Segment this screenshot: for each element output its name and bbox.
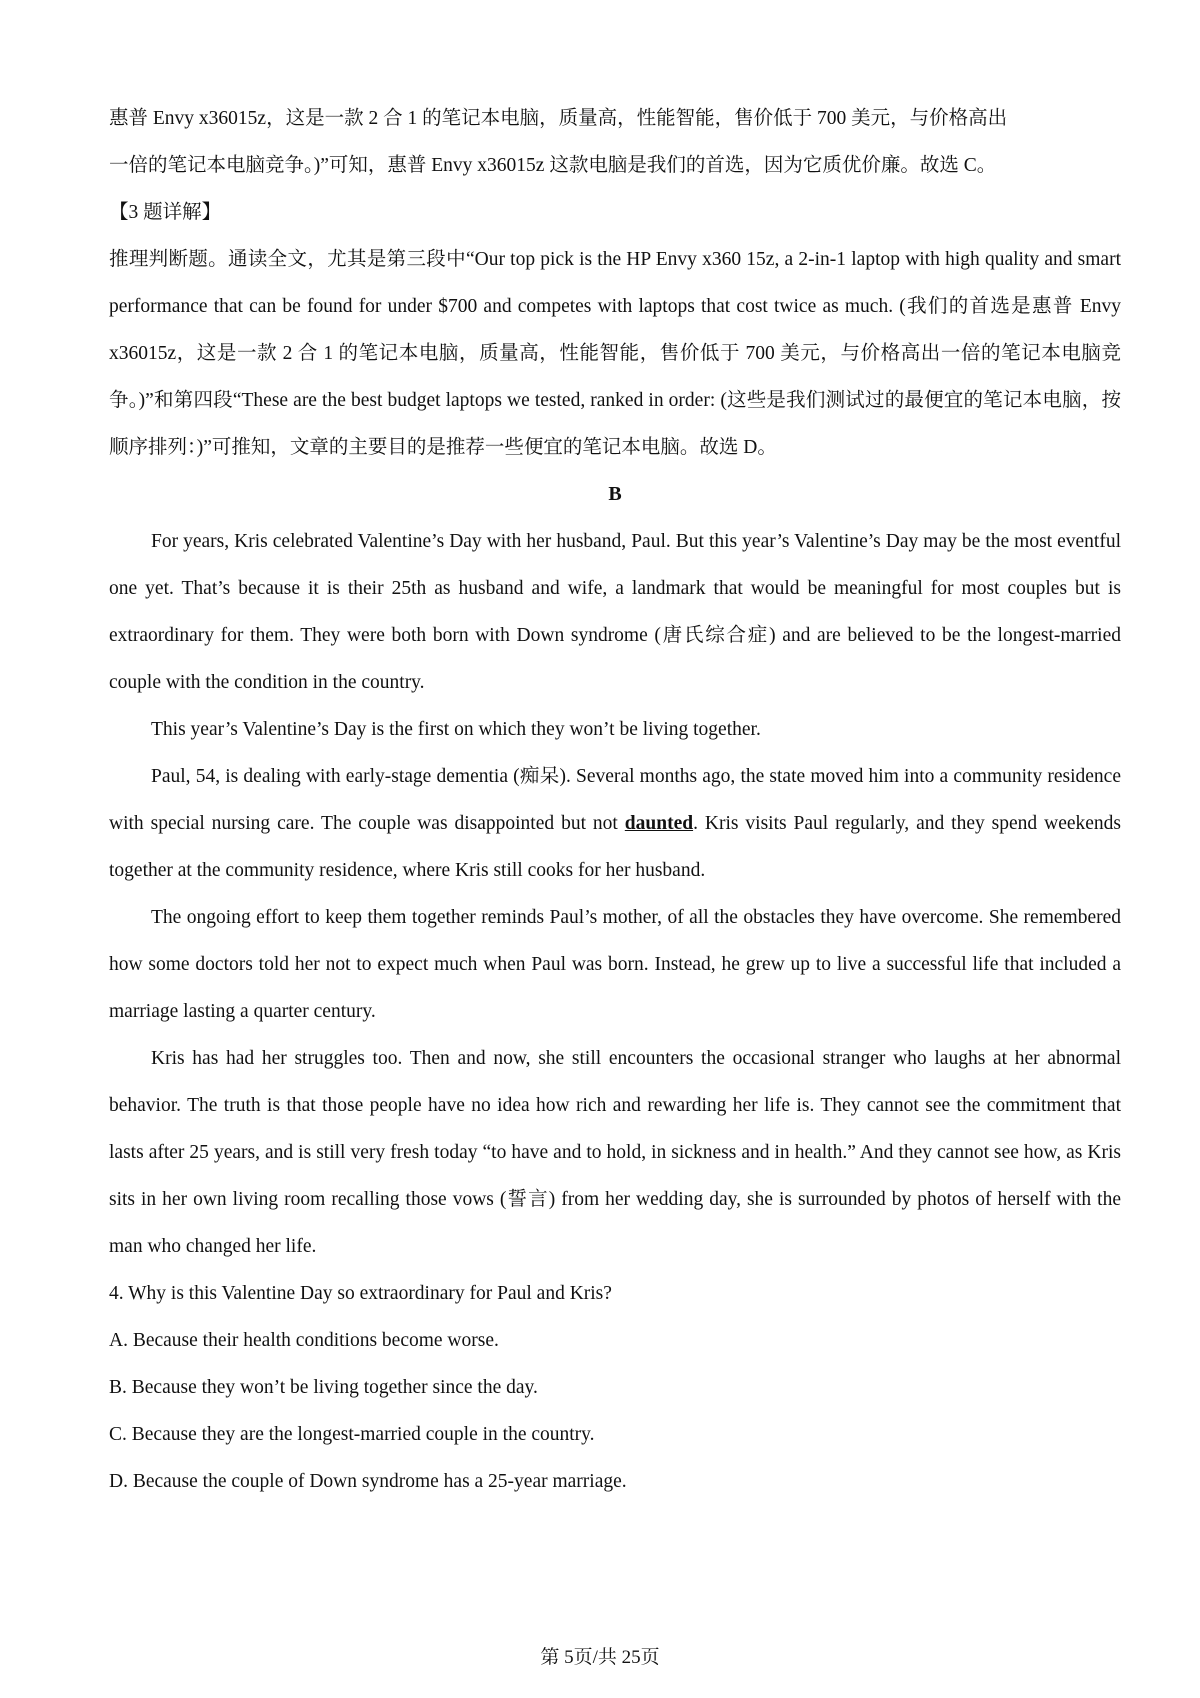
passage-paragraph-3 [109,753,1121,894]
option-a: A. Because their health conditions become worse. [109,1330,499,1351]
option-b: B. Because they won’t be living together since the day. [109,1377,538,1398]
keyword-daunted: daunted [624,813,694,834]
paragraph-text: . Kris visits Paul regularly, and they spend weekends together at the community residence, where Kris still cooks for her husband. [109,813,1121,881]
option-d: D. Because the couple of Down syndrome has a 25-year marriage. [109,1471,627,1492]
section-title: B [608,483,622,505]
q3-header: 【3 题详解】 [109,202,222,223]
passage-paragraph-5: Kris has had her struggles too. Then and now, she still encounters the occasional stranger who laughs at her abnormal behavior. The truth is that those people have no idea how rich and rewarding her life is. They cannot see the commitment that lasts after 25 years, and is still very fresh today “to have and to hold, in sickness and in health.” And they cannot see how, as Kris sits in her own living room recalling those vows (誓言) from her wedding day, she is surrounded by photos of herself with the man who changed her life. [109,1048,1121,1257]
option-c: C. Because they are the longest-married couple in the country. [109,1424,595,1445]
question-stem: 4. Why is this Valentine Day so extraordinary for Paul and Kris? [109,1283,612,1304]
question-4 [109,1270,1121,1505]
paragraph-text: Paul, 54, is dealing with early-stage dementia (痴呆). Several months ago, the state moved him into a community residence with special nursing care. The couple was disappointed but not [109,766,1121,834]
passage-paragraph-2: This year’s Valentine’s Day is the first on which they won’t be living together. [151,719,761,740]
document-page [109,95,1121,1505]
passage-paragraph-1: For years, Kris celebrated Valentine’s Day with her husband, Paul. But this year’s Valentine’s Day may be the most eventful one yet. That’s because it is their 25th as husband and wife, a landmark that would be meaningful for most couples but is extraordinary for them. They were both born with Down syndrome (唐氏综合症) and are believed to be the longest-married couple with the condition in the country. [109,531,1121,693]
explanation-line: 惠普 Envy x36015z，这是一款 2 合 1 的笔记本电脑，质量高，性能智能，售价低于 700 美元，与价格高出 [109,108,1008,129]
q3-explanation: 推理判断题。通读全文，尤其是第三段中“Our top pick is the HP Envy x360 15z, a 2-in-1 laptop with high quality and smart performance that can be found for under $700 and competes with laptops that cost twice as much. (我们的首选是惠普 Envy x36015z，这是一款 2 合 1 的笔记本电脑，质量高，性能智能，售价低于 700 美元，与价格高出一倍的笔记本电脑竞争。)”和第四段“These are the best budget laptops we tested, ranked in order: (这些是我们测试过的最便宜的笔记本电脑，按顺序排列：)”可推知，文章的主要目的是推荐一些便宜的笔记本电脑。故选 D。 [109,249,1121,458]
passage-paragraph-4: The ongoing effort to keep them together reminds Paul’s mother, of all the obstacles they have overcome. She remembered how some doctors told her not to expect much when Paul was born. Instead, he grew up to live a successful life that included a marriage lasting a quarter century. [109,907,1121,1022]
explanation-line: 一倍的笔记本电脑竞争。)”可知，惠普 Envy x36015z 这款电脑是我们的首选，因为它质优价廉。故选 C。 [109,155,997,176]
q3-explanation-block [109,236,1121,471]
passage [109,518,1121,1270]
page-footer: 第 5页/共 25页 [540,1647,660,1668]
